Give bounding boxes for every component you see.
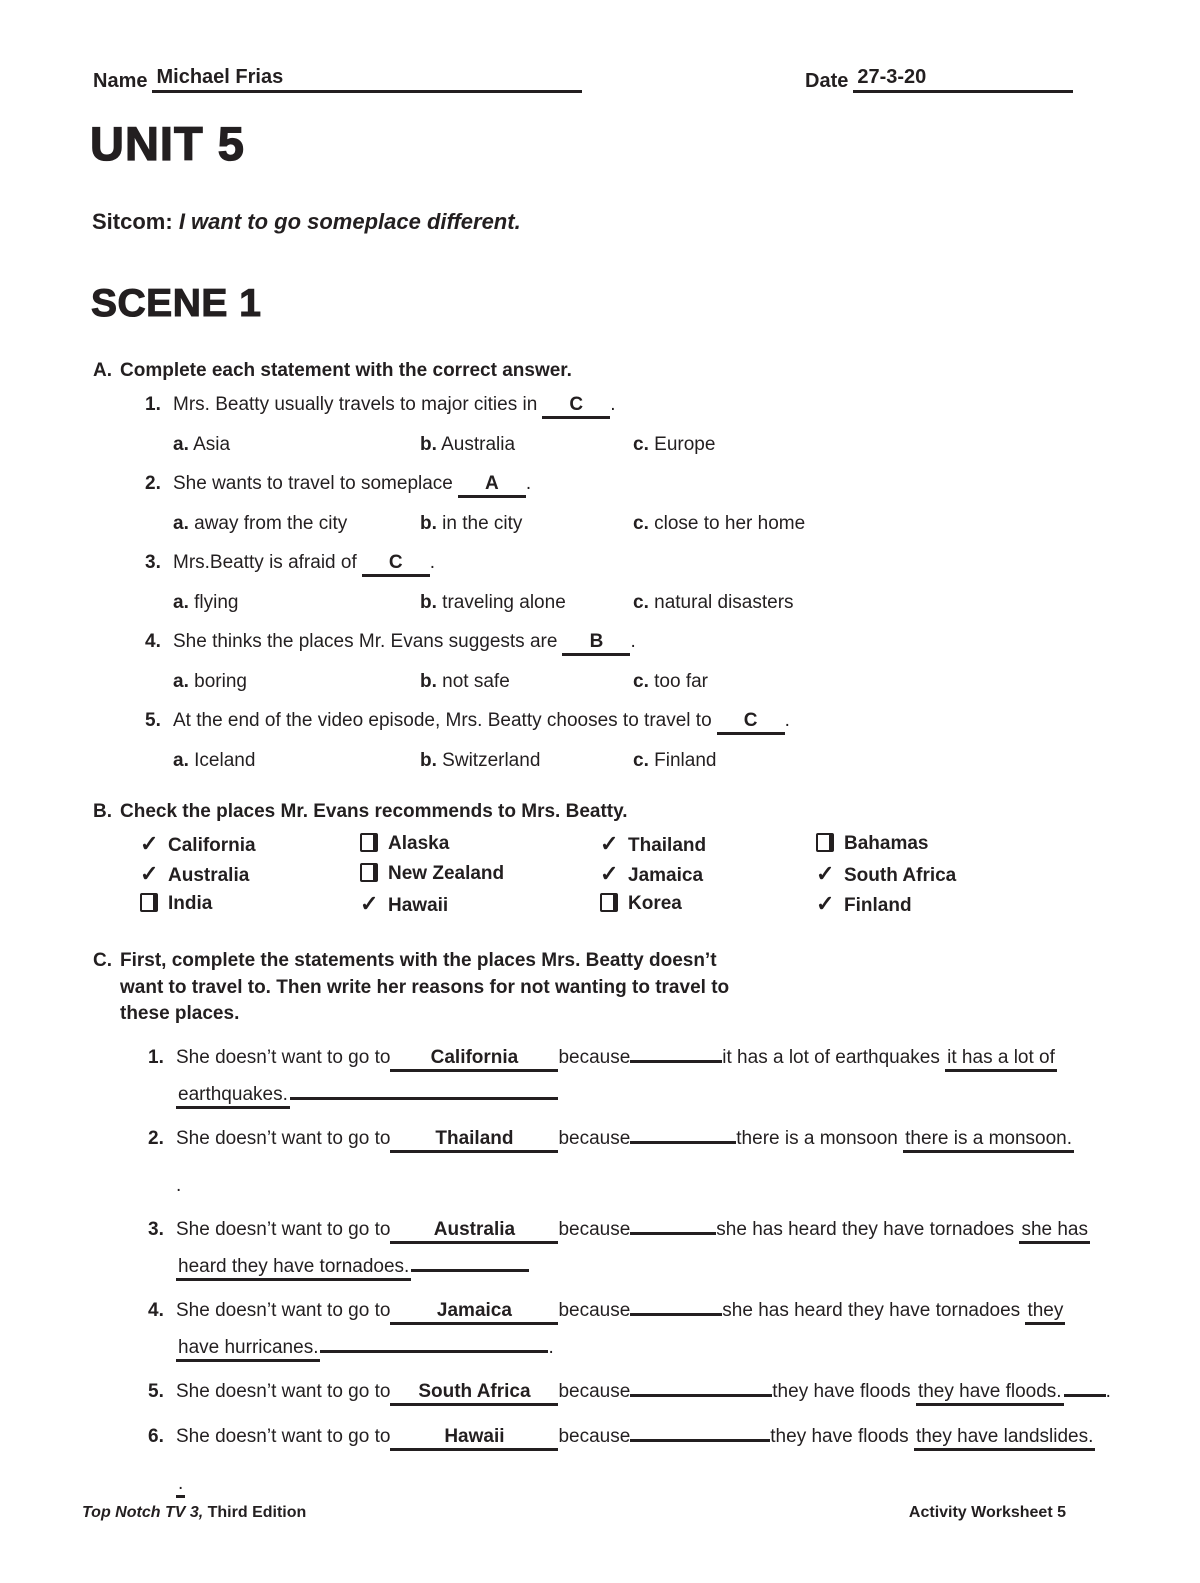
- check-item-finland: [816, 891, 956, 921]
- question-4: [145, 629, 1155, 695]
- check-label: Thailand: [628, 835, 707, 856]
- heading-line: First, complete the statements with the places Mrs. Beatty doesn’t: [120, 950, 717, 971]
- name-date-row: [93, 66, 1107, 93]
- place-blank: [390, 1299, 558, 1325]
- because-blank: [630, 1293, 722, 1316]
- blank-extension: [1064, 1374, 1106, 1397]
- answer-value: C: [569, 394, 584, 415]
- check-item-new-zealand: [360, 861, 600, 891]
- heading-line: want to travel to. Then write her reasons for not wanting to travel to: [120, 976, 730, 998]
- c-item-6: [148, 1419, 1158, 1497]
- place-blank: [390, 1218, 558, 1244]
- reason-text: there is a monsoon: [736, 1128, 904, 1149]
- option-a: [173, 748, 420, 774]
- question-2: [145, 471, 1155, 537]
- date-field: [853, 66, 1073, 93]
- check-item-hawaii: [360, 891, 600, 921]
- reason-text: she has heard they have tornadoes: [716, 1219, 1020, 1240]
- option-a: [173, 590, 420, 616]
- date-group: [805, 66, 1073, 93]
- because-blank: [630, 1212, 716, 1235]
- checkbox-icon: [360, 861, 388, 887]
- place-blank: [390, 1127, 558, 1153]
- option-letter: c.: [633, 434, 649, 455]
- check-label: South Africa: [844, 865, 957, 886]
- book-title-italic: Top Notch TV 3,: [82, 1504, 204, 1521]
- because-blank: [630, 1121, 736, 1144]
- checkbox-icon: [816, 861, 844, 889]
- option-letter: a.: [173, 750, 189, 771]
- because-label: because: [558, 1426, 631, 1447]
- option-text: not safe: [442, 671, 510, 692]
- because-blank: [630, 1419, 770, 1442]
- option-c: [633, 590, 794, 616]
- checkbox-icon: [600, 891, 628, 917]
- place-blank: [390, 1380, 558, 1406]
- reason-text: it has a lot of earthquakes: [722, 1047, 946, 1068]
- question-1: [145, 392, 1155, 458]
- question-number: 2.: [145, 473, 161, 494]
- checkbox-icon: [140, 891, 168, 917]
- question-number: 1.: [145, 394, 161, 415]
- c-item-5: [148, 1374, 1158, 1406]
- reason-underlined: they have landslides.: [914, 1426, 1095, 1451]
- check-item-india: [140, 891, 360, 921]
- c-item-3: [148, 1212, 1158, 1280]
- checkbox-icon: [140, 861, 168, 889]
- option-a: [173, 669, 420, 695]
- option-letter: a.: [173, 434, 189, 455]
- place-value: South Africa: [418, 1381, 531, 1402]
- c-item-2: [148, 1121, 1158, 1199]
- option-b: [420, 590, 633, 616]
- reason-underlined: they have floods.: [916, 1381, 1064, 1406]
- reason-underlined: there is a monsoon.: [903, 1128, 1074, 1153]
- check-item-australia: [140, 861, 360, 891]
- option-text: away from the city: [194, 513, 348, 534]
- option-text: traveling alone: [442, 592, 566, 613]
- answer-blank: [458, 473, 526, 498]
- section-c-heading-text: [120, 948, 729, 1028]
- answer-blank: [717, 710, 785, 735]
- section-b-heading-text: Check the places Mr. Evans recommends to Mrs. Beatty.: [120, 801, 628, 822]
- option-letter: a.: [173, 513, 189, 534]
- check-item-bahamas: [816, 831, 956, 861]
- section-b-heading: [93, 801, 628, 823]
- answer-value: C: [743, 710, 758, 731]
- place-value: Jamaica: [436, 1300, 512, 1321]
- question-5: [145, 708, 1155, 774]
- place-value: Hawaii: [444, 1426, 505, 1447]
- section-c-items: [148, 1040, 1158, 1510]
- answer-blank: [542, 394, 610, 419]
- option-text: Asia: [193, 434, 231, 455]
- reason-text: she has heard they have tornadoes: [722, 1300, 1026, 1321]
- option-text: natural disasters: [654, 592, 794, 613]
- item-number: 1.: [148, 1047, 164, 1068]
- option-text: in the city: [442, 513, 523, 534]
- answer-value: C: [388, 552, 403, 573]
- question-text: She thinks the places Mr. Evans suggests are: [173, 631, 558, 652]
- book-edition: Third Edition: [203, 1504, 307, 1521]
- option-c: [633, 748, 716, 774]
- reason-underlined: it has a lot of: [945, 1047, 1057, 1072]
- question-number: 4.: [145, 631, 161, 652]
- option-letter: c.: [633, 592, 649, 613]
- section-a-heading: [93, 360, 572, 382]
- checkbox-icon: [140, 831, 168, 859]
- lead-text: She doesn’t want to go to: [176, 1426, 391, 1447]
- option-letter: a.: [173, 671, 189, 692]
- answer-value: B: [589, 631, 604, 652]
- section-a-questions: [145, 392, 1155, 787]
- question-suffix: .: [630, 631, 636, 652]
- section-c-letter: C.: [93, 950, 112, 971]
- question-suffix: .: [610, 394, 616, 415]
- lead-text: She doesn’t want to go to: [176, 1300, 391, 1321]
- option-text: close to her home: [654, 513, 806, 534]
- check-label: India: [168, 893, 213, 914]
- option-text: Australia: [441, 434, 516, 455]
- question-number: 5.: [145, 710, 161, 731]
- check-label: California: [168, 835, 256, 856]
- sitcom-line: [92, 209, 521, 235]
- because-label: because: [558, 1300, 631, 1321]
- place-value: Australia: [433, 1219, 516, 1240]
- item-number: 2.: [148, 1128, 164, 1149]
- footer-book-title: [82, 1504, 306, 1522]
- check-label: Korea: [628, 893, 682, 914]
- option-text: Europe: [654, 434, 716, 455]
- line2-suffix: .: [548, 1337, 554, 1358]
- question-suffix: .: [784, 710, 790, 731]
- section-a-heading-text: Complete each statement with the correct answer.: [120, 360, 572, 381]
- because-label: because: [558, 1047, 631, 1068]
- lead-text: She doesn’t want to go to: [176, 1381, 391, 1402]
- c-item-4: [148, 1293, 1158, 1361]
- check-label: Alaska: [388, 833, 450, 854]
- lead-text: She doesn’t want to go to: [176, 1047, 391, 1068]
- option-letter: c.: [633, 750, 649, 771]
- option-text: boring: [194, 671, 247, 692]
- option-letter: c.: [633, 671, 649, 692]
- because-blank: [630, 1040, 722, 1063]
- checkbox-icon: [816, 891, 844, 919]
- checkbox-icon: [816, 831, 844, 857]
- option-letter: b.: [420, 513, 437, 534]
- line2-underlined: heard they have tornadoes.: [176, 1256, 411, 1281]
- item-number: 4.: [148, 1300, 164, 1321]
- reason-text: they have floods: [770, 1426, 914, 1447]
- check-label: Finland: [844, 895, 912, 916]
- lead-text: She doesn’t want to go to: [176, 1128, 391, 1149]
- sitcom-label: Sitcom:: [92, 209, 173, 234]
- option-text: flying: [194, 592, 239, 613]
- check-item-jamaica: [600, 861, 816, 891]
- option-text: Switzerland: [442, 750, 541, 771]
- check-label: Jamaica: [628, 865, 704, 886]
- question-text: She wants to travel to someplace: [173, 473, 453, 494]
- because-label: because: [558, 1128, 631, 1149]
- option-text: too far: [654, 671, 709, 692]
- name-field: [152, 66, 582, 93]
- line2-underlined: .: [176, 1473, 185, 1498]
- check-label: New Zealand: [388, 863, 505, 884]
- place-value: Thailand: [435, 1128, 514, 1149]
- option-letter: a.: [173, 592, 189, 613]
- check-label: Hawaii: [388, 895, 449, 916]
- date-label: Date: [805, 70, 849, 92]
- check-item-south-africa: [816, 861, 956, 891]
- blank-extension: [320, 1330, 548, 1353]
- because-label: because: [558, 1381, 631, 1402]
- option-c: [633, 432, 715, 458]
- line2-suffix: .: [176, 1175, 182, 1196]
- item-number: 6.: [148, 1426, 164, 1447]
- answer-value: A: [485, 473, 499, 494]
- check-item-thailand: [600, 831, 816, 861]
- item-number: 5.: [148, 1381, 164, 1402]
- name-label: Name: [93, 70, 148, 92]
- option-c: [633, 669, 708, 695]
- question-text: Mrs.Beatty is afraid of: [173, 552, 357, 573]
- footer-worksheet-label: Activity Worksheet 5: [908, 1504, 1066, 1521]
- option-b: [420, 669, 633, 695]
- check-item-korea: [600, 891, 816, 921]
- option-letter: c.: [633, 513, 649, 534]
- question-text: At the end of the video episode, Mrs. Beatty chooses to travel to: [173, 710, 712, 731]
- places-checklist: [140, 831, 956, 921]
- c-item-1: [148, 1040, 1158, 1108]
- option-b: [420, 748, 633, 774]
- check-label: Bahamas: [844, 833, 929, 854]
- sitcom-title: I want to go someplace different.: [178, 209, 521, 234]
- check-item-california: [140, 831, 360, 861]
- reason-underlined: she has: [1019, 1219, 1090, 1244]
- blank-extension: [290, 1077, 558, 1100]
- checkbox-icon: [600, 831, 628, 859]
- place-blank: [390, 1046, 558, 1072]
- question-text: Mrs. Beatty usually travels to major cities in: [173, 394, 538, 415]
- name-value: Michael Frias: [156, 66, 284, 88]
- option-a: [173, 432, 420, 458]
- question-suffix: .: [525, 473, 532, 494]
- lead-text: She doesn’t want to go to: [176, 1219, 391, 1240]
- answer-blank: [562, 631, 630, 656]
- item-number: 3.: [148, 1219, 164, 1240]
- line1-suffix: .: [1105, 1381, 1111, 1402]
- unit-title: UNIT 5: [90, 117, 245, 170]
- option-text: Finland: [654, 750, 717, 771]
- option-letter: b.: [420, 592, 437, 613]
- option-a: [173, 511, 420, 537]
- blank-extension: [411, 1249, 529, 1272]
- checkbox-icon: [360, 831, 388, 857]
- section-a-letter: A.: [93, 360, 112, 381]
- option-letter: b.: [420, 671, 437, 692]
- option-letter: b.: [420, 750, 437, 771]
- line2-underlined: earthquakes.: [176, 1084, 290, 1109]
- section-c-heading: [93, 948, 729, 1028]
- reason-underlined: they: [1025, 1300, 1065, 1325]
- heading-line: these places.: [120, 1003, 240, 1024]
- option-b: [420, 432, 633, 458]
- because-blank: [630, 1374, 772, 1397]
- because-label: because: [558, 1219, 631, 1240]
- place-value: California: [430, 1047, 519, 1068]
- check-label: Australia: [168, 865, 250, 886]
- reason-text: they have floods: [772, 1381, 916, 1402]
- option-letter: b.: [420, 434, 437, 455]
- checkbox-icon: [360, 891, 388, 919]
- date-value: 27-3-20: [857, 66, 927, 88]
- question-suffix: .: [429, 552, 436, 573]
- scene-title: SCENE 1: [91, 282, 262, 325]
- question-number: 3.: [145, 552, 161, 573]
- option-c: [633, 511, 805, 537]
- check-item-alaska: [360, 831, 600, 861]
- section-b-letter: B.: [93, 801, 112, 822]
- option-text: Iceland: [194, 750, 256, 771]
- checkbox-icon: [600, 861, 628, 889]
- question-3: [145, 550, 1155, 616]
- place-blank: [390, 1425, 558, 1451]
- line2-underlined: have hurricanes.: [176, 1337, 320, 1362]
- answer-blank: [362, 552, 430, 577]
- option-b: [420, 511, 633, 537]
